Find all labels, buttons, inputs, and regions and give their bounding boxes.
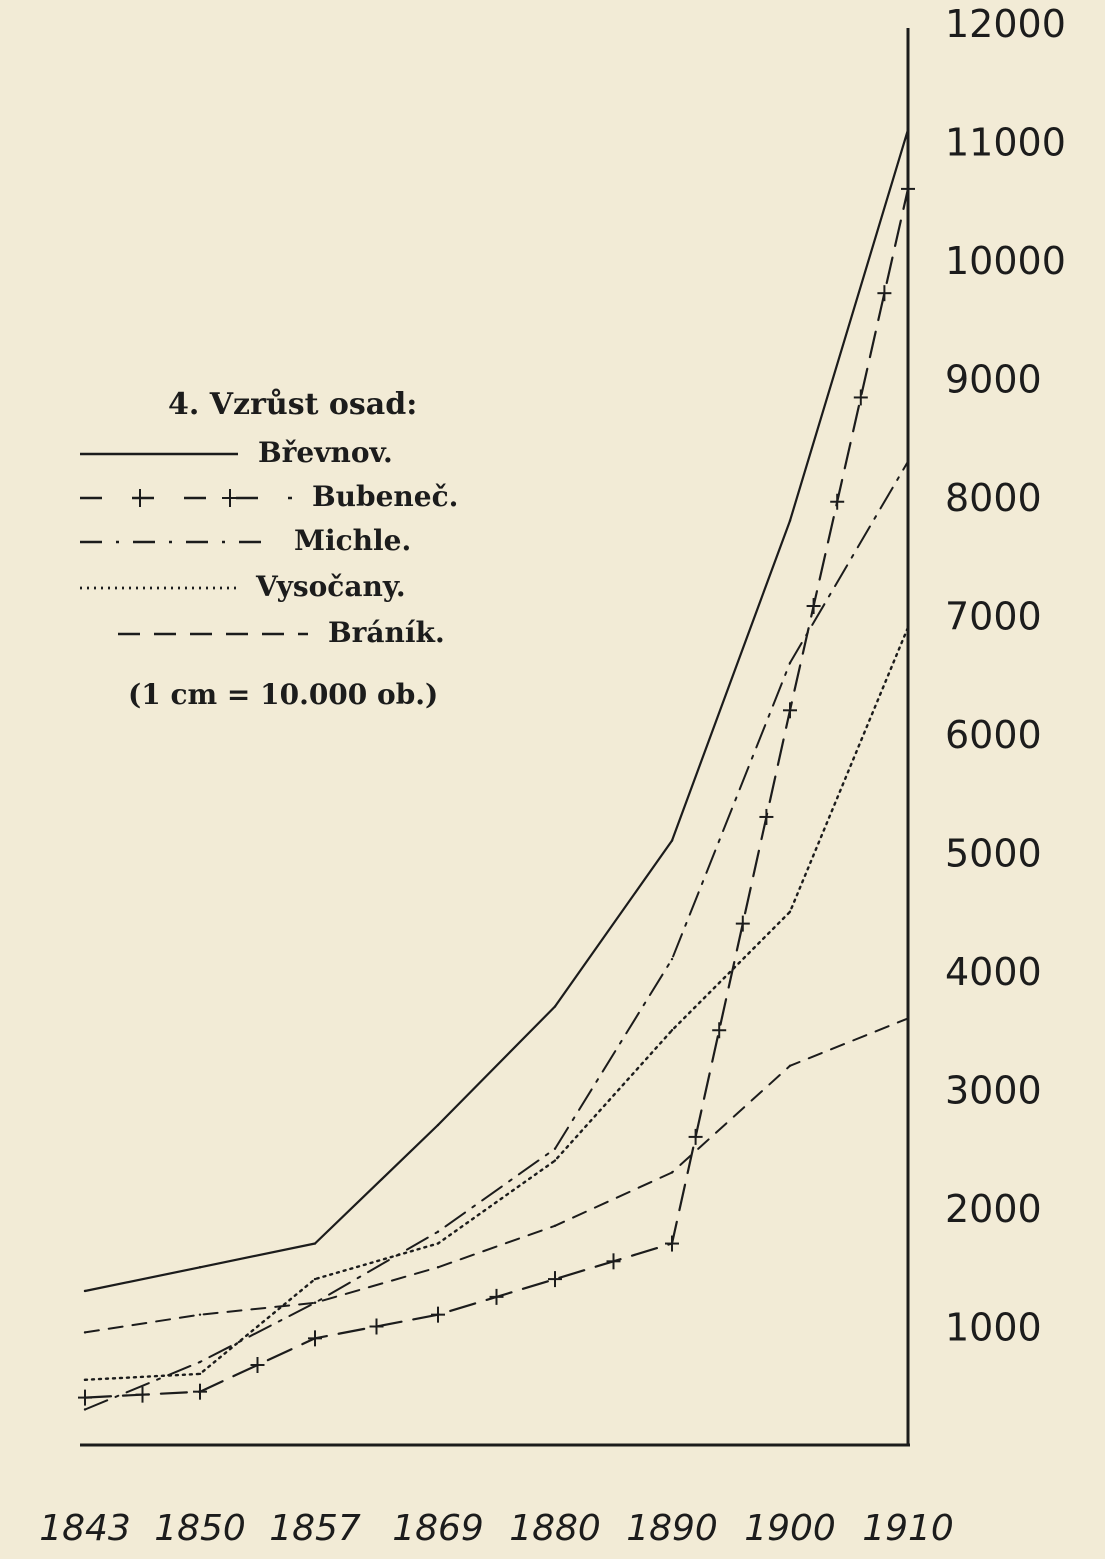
data-point-branik-1843 [84,1331,86,1333]
data-point-michle-1890 [671,958,673,960]
x-tick-label: 1843 [39,1508,131,1549]
line-marker-bubenec [712,1022,726,1038]
legend-label: Břevnov. [258,436,393,469]
data-point-michle-1869 [437,1231,439,1233]
legend-item-michle [80,524,411,557]
line-marker-bubenec [490,1289,504,1305]
x-tick-label: 1869 [392,1508,484,1549]
line-marker-bubenec [759,809,773,825]
y-tick-label: 1000 [945,1305,1042,1350]
data-point-bubenec-1869 [431,1307,445,1323]
data-point-michle-1850 [199,1361,201,1363]
legend-items [80,436,458,649]
data-point-bubenec-1843 [78,1390,92,1406]
series-layer [78,128,915,1410]
y-tick-label: 8000 [945,476,1042,520]
x-tick-label: 1900 [744,1508,836,1549]
data-point-michle-1900 [789,662,791,664]
line-marker-bubenec [370,1319,384,1335]
data-point-bubenec-1910 [901,181,915,197]
y-tick-label: 9000 [945,357,1042,402]
y-tick-label: 3000 [945,1068,1042,1113]
legend-label: Bubeneč. [312,480,459,513]
chart-title: 4. Vzrůst osad: [168,387,418,422]
series-bubenec [78,181,915,1406]
x-tick-labels [39,1508,954,1549]
line-marker-bubenec [854,389,868,405]
data-point-branik-1880 [554,1225,556,1227]
line-marker-bubenec [807,598,821,614]
line-marker-bubenec [251,1357,265,1373]
y-tick-label: 10000 [945,239,1066,283]
y-tick-labels [945,2,1066,1350]
x-tick-label: 1857 [269,1508,361,1549]
y-tick-label: 7000 [945,594,1042,639]
y-tick-label: 2000 [945,1187,1042,1231]
data-point-vysocany-1850 [199,1373,201,1375]
line-marker-bubenec [830,494,844,510]
data-point-vysocany-1880 [554,1159,556,1161]
data-point-brevnov-1843 [84,1290,86,1292]
data-point-bubenec-1880 [548,1271,562,1287]
data-point-brevnov-1910 [907,128,909,130]
y-tick-label: 6000 [945,713,1042,757]
y-tick-label: 11000 [945,120,1066,165]
data-point-brevnov-1880 [554,1005,556,1007]
data-point-brevnov-1850 [199,1266,201,1268]
data-point-branik-1890 [671,1171,673,1173]
scale-note: (1 cm = 10.000 ob.) [128,678,439,711]
data-point-bubenec-1850 [193,1384,207,1400]
series-michle [84,460,909,1410]
y-tick-label: 5000 [945,831,1042,876]
legend-label: Michle. [294,524,412,557]
series-line-michle [85,462,908,1410]
x-tick-label: 1850 [154,1508,246,1549]
series-line-vysocany [85,627,908,1379]
line-marker-bubenec [736,916,750,932]
x-tick-label: 1910 [862,1508,954,1549]
data-point-brevnov-1857 [314,1242,316,1244]
legend-label: Vysočany. [256,570,406,603]
x-tick-label: 1880 [509,1508,601,1549]
data-point-branik-1850 [199,1313,201,1315]
data-point-branik-1910 [907,1017,909,1019]
line-marker-bubenec [689,1129,703,1145]
series-vysocany [84,626,909,1381]
legend-item-brevnov [80,436,393,469]
data-point-bubenec-1890 [665,1236,679,1252]
line-marker-bubenec [607,1253,621,1269]
data-point-vysocany-1890 [671,1029,673,1031]
data-point-michle-1880 [554,1148,556,1150]
legend-item-vysocany [80,570,406,603]
data-point-vysocany-1843 [84,1379,86,1381]
data-point-branik-1900 [789,1065,791,1067]
data-point-branik-1869 [437,1266,439,1268]
legend-label: Bráník. [328,616,445,649]
data-point-vysocany-1900 [789,911,791,913]
x-tick-label: 1890 [626,1508,718,1549]
data-point-michle-1910 [907,460,909,462]
legend-item-branik [118,616,445,649]
data-point-brevnov-1900 [789,520,791,522]
data-point-vysocany-1857 [314,1278,316,1280]
data-point-michle-1843 [84,1408,86,1410]
line-marker-bubenec [136,1387,150,1403]
data-point-vysocany-1869 [437,1242,439,1244]
legend-item-bubenec [80,480,458,513]
legend [80,387,458,711]
data-point-brevnov-1869 [437,1124,439,1126]
data-point-brevnov-1890 [671,839,673,841]
data-point-bubenec-1900 [783,702,797,718]
data-point-vysocany-1910 [907,626,909,628]
y-tick-label: 12000 [945,2,1066,46]
y-tick-label: 4000 [945,950,1042,994]
series-line-bubenec [85,189,908,1398]
data-point-bubenec-1857 [308,1330,322,1346]
data-point-branik-1857 [314,1302,316,1304]
line-marker-bubenec [877,285,891,301]
